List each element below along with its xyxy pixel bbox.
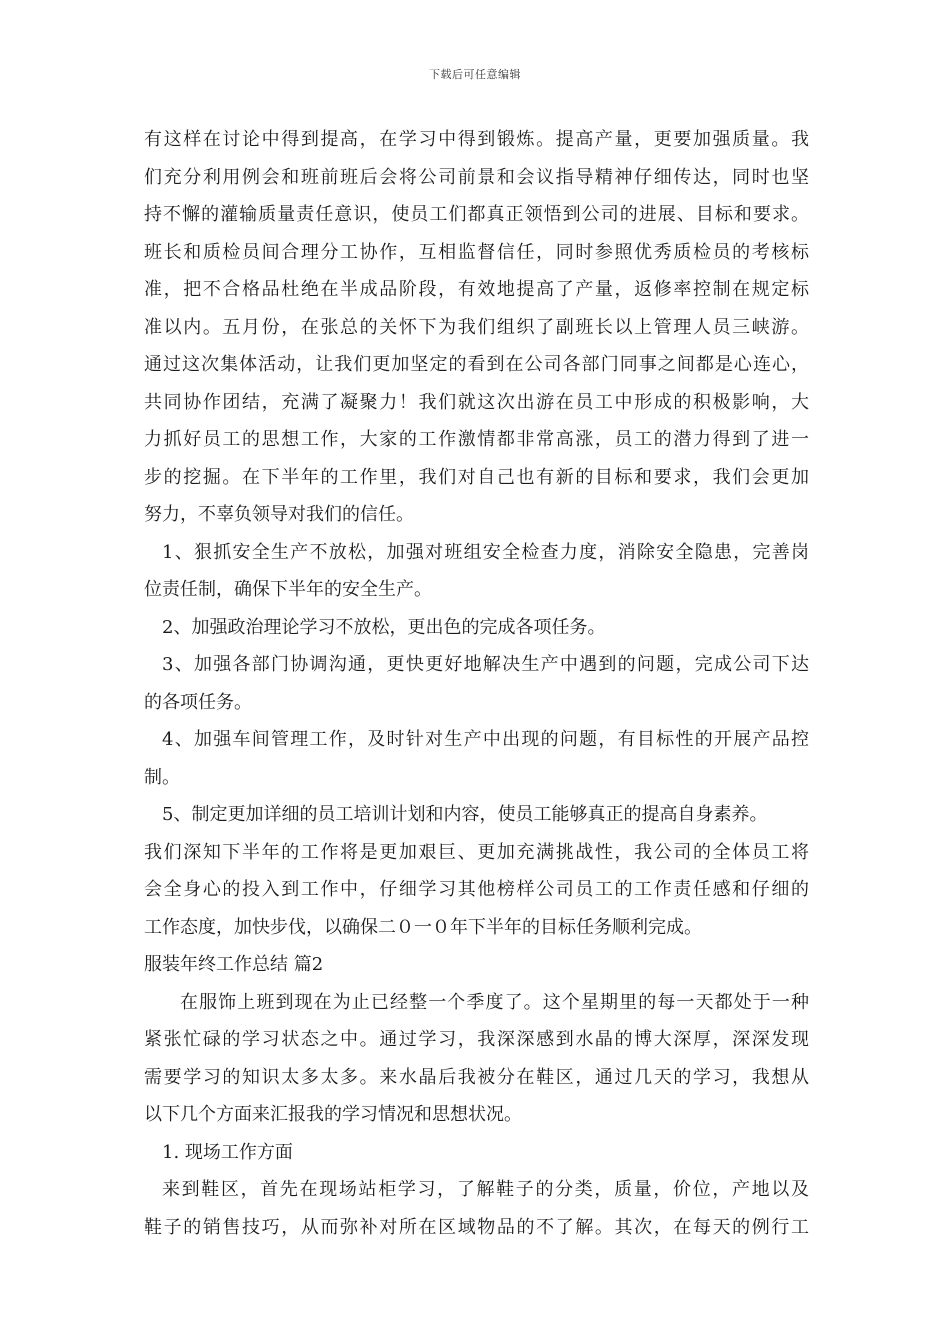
body-line: 们充分利用例会和班前班后会将公司前景和会议指导精神仔细传达，同时也坚 [144, 166, 809, 188]
body-line: 有这样在讨论中得到提高，在学习中得到锻炼。提高产量，更要加强质量。我 [144, 129, 809, 150]
body-line: 准，把不合格品杜绝在半成品阶段，有效地提高了产量，返修率控制在规定标 [144, 279, 809, 300]
body-line: 工作态度，加快步伐，以确保二０一０年下半年的目标任务顺利完成。 [144, 916, 702, 938]
body-line: 需要学习的知识太多太多。来水晶后我被分在鞋区，通过几天的学习，我想从 [144, 1066, 809, 1088]
body-line: 准以内。五月份，在张总的关怀下为我们组织了副班长以上管理人员三峡游。 [144, 316, 809, 338]
body-line: 会全身心的投入到工作中，仔细学习其他榜样公司员工的工作责任感和仔细的 [144, 879, 809, 900]
section-title: 服装年终工作总结 篇2 [144, 954, 324, 975]
body-line: 班长和质检员间合理分工协作，互相监督信任，同时参照优秀质检员的考核标 [144, 241, 809, 263]
body-line: 步的挖掘。在下半年的工作里，我们对自己也有新的目标和要求，我们会更加 [144, 466, 809, 488]
body-line: 鞋子的销售技巧，从而弥补对所在区域物品的不了解。其次，在每天的例行工 [144, 1216, 809, 1238]
subheading: 1. 现场工作方面 [162, 1141, 293, 1163]
document-body [144, 121, 809, 1246]
page-header: 下载后可任意编辑 [429, 68, 521, 81]
list-item-3-line: 的各项任务。 [144, 691, 252, 713]
body-line: 我们深知下半年的工作将是更加艰巨、更加充满挑战性，我公司的全体员工将 [144, 841, 809, 863]
body-line: 力抓好员工的思想工作，大家的工作激情都非常高涨，员工的潜力得到了进一 [144, 429, 809, 450]
list-item-1-line: 1、狠抓安全生产不放松，加强对班组安全检查力度，消除安全隐患，完善岗 [162, 541, 809, 563]
body-line: 通过这次集体活动，让我们更加坚定的看到在公司各部门同事之间都是心连心， [144, 354, 809, 375]
body-line: 在服饰上班到现在为止已经整一个季度了。这个星期里的每一天都处于一种 [180, 991, 809, 1013]
body-line: 紧张忙碌的学习状态之中。通过学习，我深深感到水晶的博大深厚，深深发现 [144, 1029, 809, 1050]
body-line: 来到鞋区，首先在现场站柜学习，了解鞋子的分类，质量，价位，产地以及 [162, 1179, 809, 1200]
body-line: 努力，不辜负领导对我们的信任。 [144, 504, 414, 525]
list-item-3-line: 3、加强各部门协调沟通，更快更好地解决生产中遇到的问题，完成公司下达 [162, 654, 809, 675]
body-line: 持不懈的灌输质量责任意识，使员工们都真正领悟到公司的进展、目标和要求。 [144, 204, 809, 225]
body-line: 以下几个方面来汇报我的学习情况和思想状况。 [144, 1104, 522, 1125]
list-item-5-line: 5、制定更加详细的员工培训计划和内容，使员工能够真正的提高自身素养。 [162, 804, 768, 825]
list-item-4-line: 4、加强车间管理工作，及时针对生产中出现的问题，有目标性的开展产品控 [162, 729, 809, 750]
list-item-1-line: 位责任制，确保下半年的安全生产。 [144, 579, 432, 600]
list-item-4-line: 制。 [144, 766, 180, 788]
list-item-2-line: 2、加强政治理论学习不放松，更出色的完成各项任务。 [162, 616, 606, 638]
body-line: 共同协作团结，充满了凝聚力！我们就这次出游在员工中形成的积极影响，大 [144, 391, 809, 413]
